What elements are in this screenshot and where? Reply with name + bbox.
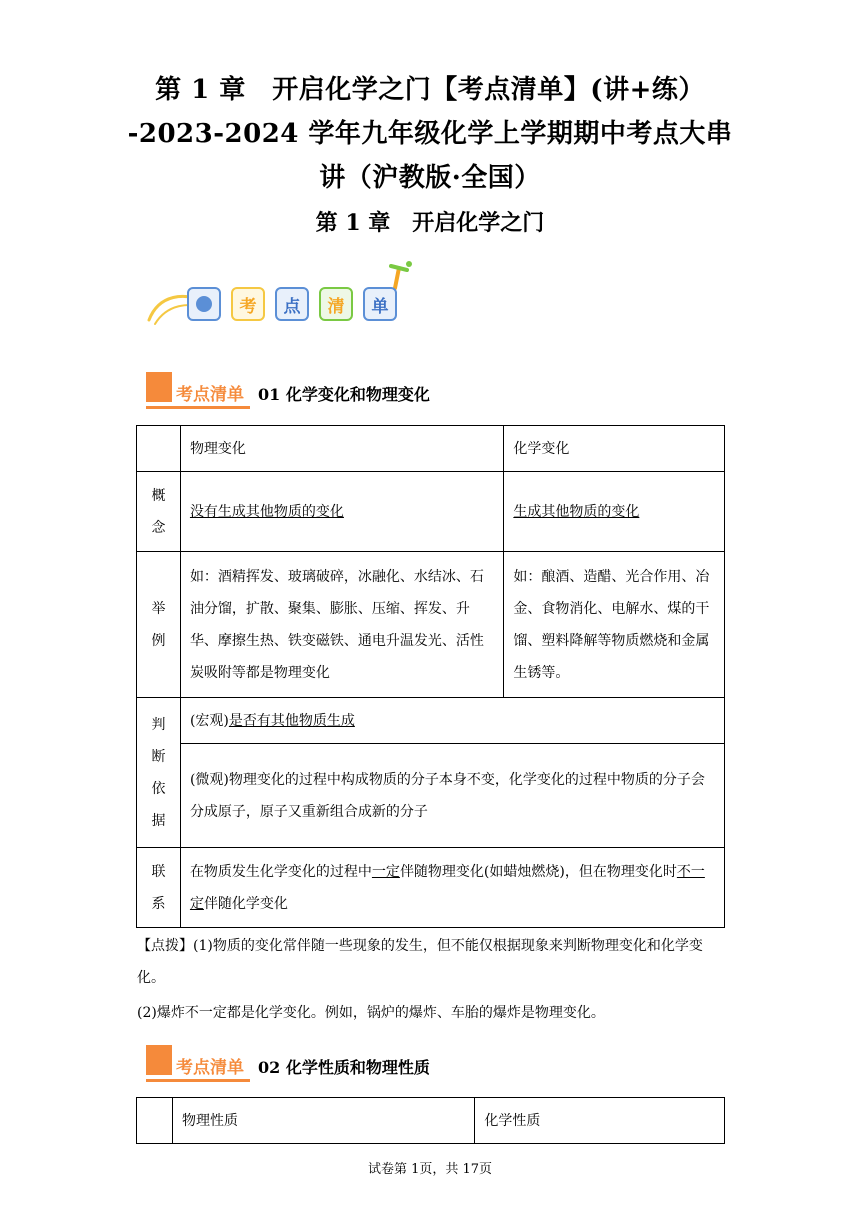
section-label: 考点清单 [176, 385, 244, 405]
concept-physical: 没有生成其他物质的变化 [180, 472, 503, 552]
section-marker-icon [146, 1045, 172, 1075]
concept-chemical: 生成其他物质的变化 [504, 472, 725, 552]
page-footer: 试卷第 1页，共 17页 [367, 1162, 493, 1177]
kaodian-qingdan-banner [145, 258, 415, 330]
table-row-relation [137, 848, 725, 928]
header-physical-change: 物理变化 [180, 426, 503, 472]
section-label: 考点清单 [176, 1058, 244, 1078]
banner-box-dian: 点 [275, 287, 309, 321]
basis-micro: (微观)物理变化的过程中构成物质的分子本身不变，化学变化的过程中物质的分子会分成原子，原子又重新组合成新的分子 [180, 744, 724, 848]
tip-paragraph-2: (2)爆炸不一定都是化学变化。例如，锅炉的爆炸、车胎的爆炸是物理变化。 [137, 1005, 605, 1021]
header-chemical-property: 化学性质 [475, 1098, 725, 1144]
banner-box-dan: 单 [363, 287, 397, 321]
banner-circle-box [187, 287, 221, 321]
row-label-concept: 概 念 [137, 472, 181, 552]
section-title: 02 化学性质和物理性质 [258, 1058, 430, 1077]
document-title-line-3: 讲（沪教版·全国） [319, 163, 541, 193]
property-comparison-table [136, 1097, 725, 1144]
table-row-basis-macro [137, 698, 725, 744]
circle-icon [196, 296, 212, 312]
table-header-row [137, 426, 725, 472]
row-label-relation: 联 系 [137, 848, 181, 928]
section-marker-icon [146, 372, 172, 402]
header-chemical-change: 化学变化 [504, 426, 725, 472]
change-comparison-table [136, 425, 725, 928]
document-title-line-1: 第 1 章 开启化学之门【考点清单】(讲+练） [155, 75, 705, 105]
basis-macro: (宏观)是否有其他物质生成 [180, 698, 724, 744]
document-title-line-2: -2023-2024 学年九年级化学上学期期中考点大串 [127, 119, 733, 149]
section-title: 01 化学变化和物理变化 [258, 385, 430, 404]
examples-chemical: 如：酿酒、造醋、光合作用、冶金、食物消化、电解水、煤的干馏、塑料降解等物质燃烧和金属生锈等。 [504, 552, 725, 698]
chapter-title: 第 1 章 开启化学之门 [315, 210, 545, 236]
banner-box-qing: 清 [319, 287, 353, 321]
row-label-examples: 举 例 [137, 552, 181, 698]
tip-paragraph-1: 【点拨】(1)物质的变化常伴随一些现象的发生，但不能仅根据现象来判断物理变化和化学变化。 [137, 938, 703, 986]
pin-icon [391, 261, 412, 288]
table-row-basis-micro [137, 744, 725, 848]
banner-box-kao: 考 [231, 287, 265, 321]
header-physical-property: 物理性质 [172, 1098, 474, 1144]
table-header-row [137, 1098, 725, 1144]
row-label-basis: 判 断 依 据 [137, 698, 181, 848]
examples-physical: 如：酒精挥发、玻璃破碎，冰融化、水结冰、石油分馏，扩散、聚集、膨胀、压缩、挥发、升华、摩擦生热、铁变磁铁、通电升温发光、活性炭吸附等都是物理变化 [180, 552, 503, 698]
relation-text: 在物质发生化学变化的过程中一定伴随物理变化(如蜡烛燃烧)，但在物理变化时不一定伴随化学变化 [180, 848, 724, 928]
table-row-examples [137, 552, 725, 698]
table-row-concept [137, 472, 725, 552]
